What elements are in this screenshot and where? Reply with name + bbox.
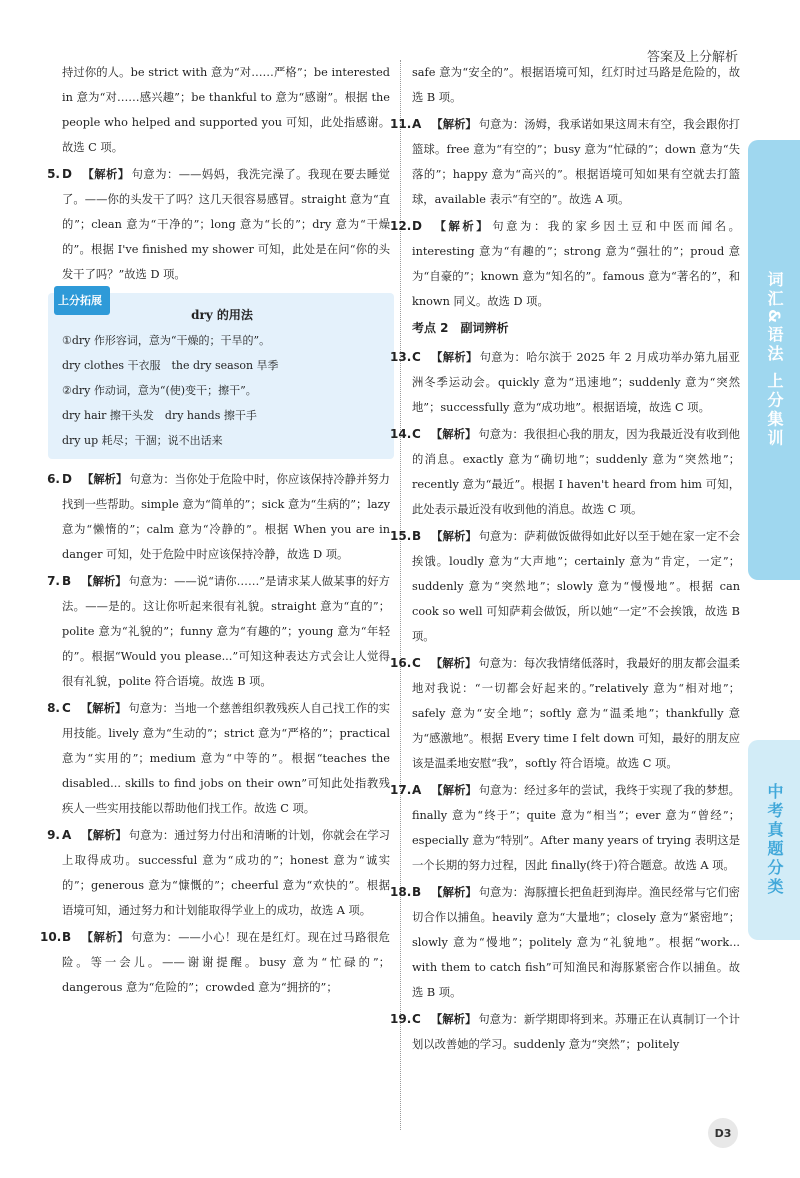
- question-13: [390, 345, 740, 420]
- analysis-tag: 【解析】: [81, 828, 127, 842]
- question-12: [390, 214, 740, 314]
- question-text: 句意为：哈尔滨于 2025 年 2 月成功举办第九届亚洲冬季运动会。quickly 意为“迅速地”；suddenly 意为“突然地”；successfully 意为“成功地”。根据语境，故选 C 项。: [412, 351, 740, 414]
- question-text: 句意为：——小心！现在是红灯。现在过马路很危险。等一会儿。——谢谢提醒。busy 意为“忙碌的”；dangerous 意为“危险的”；crowded 意为“拥挤的”；: [62, 931, 390, 994]
- question-text: 句意为：我很担心我的朋友，因为我最近没有收到他的消息。exactly 意为“确切地”；suddenly 意为“突然地”；recently 意为“最近”。根据 I haven't heard from him 可知，此处表示最近没有收到他的消息。故选 C 项。: [412, 428, 740, 516]
- analysis-tag: 【解析】: [80, 701, 127, 715]
- question-number: 13.: [390, 350, 412, 364]
- question-11: [390, 112, 740, 212]
- question-number: 5.: [47, 167, 60, 181]
- analysis-tag: 【解析】: [431, 219, 491, 233]
- side-tab-exam-questions[interactable]: [748, 740, 800, 940]
- question-9: [47, 823, 390, 923]
- question-18: [390, 880, 740, 1005]
- page-number: D3: [708, 1118, 738, 1148]
- question-7: [47, 569, 390, 694]
- question-15: [390, 524, 740, 649]
- question-number: 10.: [40, 930, 62, 944]
- analysis-tag: 【解析】: [430, 427, 477, 441]
- analysis-tag: 【解析】: [431, 885, 477, 899]
- extension-line: dry clothes 干衣服 the dry season 旱季: [62, 359, 279, 372]
- extension-line: ②dry 作动词，意为“(使)变干；擦干”。: [62, 384, 257, 397]
- answer-letter: A: [62, 828, 72, 842]
- question-16: [390, 651, 740, 776]
- question-number: 9.: [47, 828, 60, 842]
- page-header-title: 答案及上分解析: [646, 50, 738, 65]
- answer-letter: D: [62, 472, 72, 486]
- side-tab-label: 中考真题分类: [765, 783, 784, 897]
- question-19: [390, 1007, 740, 1057]
- question-number: 15.: [390, 529, 412, 543]
- section-heading: 考点 2 副词辨析: [412, 321, 509, 335]
- question-number: 14.: [390, 427, 412, 441]
- answer-letter: B: [412, 529, 422, 543]
- answer-letter: A: [412, 783, 422, 797]
- question-number: 17.: [390, 783, 412, 797]
- answer-letter: D: [62, 167, 72, 181]
- answer-letter: B: [412, 885, 422, 899]
- answer-letter: C: [412, 427, 421, 441]
- answer-letter: C: [412, 1012, 421, 1026]
- analysis-tag: 【解析】: [430, 656, 477, 670]
- analysis-tag: 【解析】: [431, 783, 477, 797]
- question-4-tail: [62, 60, 390, 160]
- question-text: 句意为：萨莉做饭做得如此好以至于她在家一定不会挨饿。loudly 意为“大声地”；certainly 意为“肯定，一定”；suddenly 意为“突然地”；slowly 意为“慢慢地”。根据 can cook so well 可知萨莉会做饭，所以她“一定”不会挨饿，故选 B 项。: [412, 530, 740, 643]
- answer-letter: A: [412, 117, 422, 131]
- question-number: 7.: [47, 574, 60, 588]
- question-6: [47, 467, 390, 567]
- question-number: 11.: [390, 117, 412, 131]
- extension-title: dry 的用法: [191, 308, 253, 322]
- analysis-tag: 【解析】: [81, 472, 128, 486]
- answer-letter: C: [412, 656, 421, 670]
- question-text: 句意为：通过努力付出和清晰的计划，你就会在学习上取得成功。successful 意为“成功的”；honest 意为“诚实的”；generous 意为“慷慨的”；cheerful 意为“欢快的”。根据语境可知，通过努力和计划能取得学业上的成功，故选 A 项。: [62, 829, 390, 917]
- answer-letter: D: [412, 219, 422, 233]
- analysis-tag: 【解析】: [431, 117, 477, 131]
- answer-letter: C: [62, 701, 71, 715]
- question-text: 句意为：——妈妈，我洗完澡了。我现在要去睡觉了。——你的头发干了吗？这几天很容易感冒。straight 意为“直的”；clean 意为“干净的”；long 意为“长的”；dry 意为“干燥的”。根据 I've finished my shower 可知，此处是在问“你的头发干了吗？”故选 D 项。: [62, 168, 390, 281]
- question-number: 19.: [390, 1012, 412, 1026]
- question-text: 句意为：汤姆，我承诺如果这周末有空，我会跟你打篮球。free 意为“有空的”；busy 意为“忙碌的”；down 意为“失落的”；happy 意为“高兴的”。根据语境可知如果有空就去打篮球，available 表示“有空的”。故选 A 项。: [412, 118, 740, 206]
- question-text: 句意为：当地一个慈善组织教残疾人自己找工作的实用技能。lively 意为“生动的”；strict 意为“严格的”；practical 意为“实用的”；medium 意为“中等的”。根据“teaches the disabled... skills to find jobs on their own”可知此处指教残疾人一些实用技能以帮助他们找工作。故选 C 项。: [62, 702, 390, 815]
- question-text: 句意为：海豚擅长把鱼赶到海岸。渔民经常与它们密切合作以捕鱼。heavily 意为“大量地”；closely 意为“紧密地”；slowly 意为“慢地”；politely 意为“礼貌地”。根据“work... with them to catch fish”可知渔民和海豚紧密合作以捕鱼。故选 B 项。: [412, 886, 740, 999]
- question-number: 8.: [47, 701, 60, 715]
- side-tab-vocab-grammar[interactable]: [748, 140, 800, 580]
- question-text: 句意为：——说“请你……”是请求某人做某事的好方法。——是的。这让你听起来很有礼貌。straight 意为“直的”；polite 意为“礼貌的”；funny 意为“有趣的”；young 意为“年轻的”。根据“Would you please...”可知这种表达方式会让人觉得很有礼貌，polite 符合语境。故选 B 项。: [62, 575, 390, 688]
- extension-box: [48, 293, 394, 459]
- question-number: 6.: [47, 472, 60, 486]
- question-number: 18.: [390, 885, 412, 899]
- question-text: 持过你的人。be strict with 意为“对……严格”；be interested in 意为“对……感兴趣”；be thankful to 意为“感谢”。根据 the people who helped and supported you 可知，此处指感谢。故选 C 项。: [62, 66, 390, 154]
- question-text: 句意为：我的家乡因土豆和中医而闻名。interesting 意为“有趣的”；strong 意为“强壮的”；proud 意为“自豪的”；known 意为“知名的”。famous 意为“著名的”，和 known 同义。故选 D 项。: [412, 220, 740, 308]
- analysis-tag: 【解析】: [430, 1012, 477, 1026]
- question-text: 句意为：每次我情绪低落时，我最好的朋友都会温柔地对我说：“一切都会好起来的。”relatively 意为“相对地”；safely 意为“安全地”；softly 意为“温柔地”；thankfully 意为“感激地”。根据 Every time I felt down 可知，最好的朋友应该是温柔地安慰“我”，softly 符合语境。故选 C 项。: [412, 657, 740, 770]
- analysis-tag: 【解析】: [431, 529, 477, 543]
- extension-line: dry up 耗尽；干涸；说不出话来: [62, 434, 223, 447]
- analysis-tag: 【解析】: [430, 350, 478, 364]
- answer-letter: B: [62, 574, 72, 588]
- side-tab-label: 词汇&语法 上分集训: [765, 271, 784, 449]
- question-17: [390, 778, 740, 878]
- question-10: [40, 925, 390, 1000]
- answer-letter: C: [412, 350, 421, 364]
- extension-badge: 上分拓展: [54, 286, 110, 315]
- question-14: [390, 422, 740, 522]
- right-column: [390, 60, 740, 1059]
- question-text: safe 意为“安全的”。根据语境可知，红灯时过马路是危险的，故选 B 项。: [412, 66, 740, 104]
- analysis-tag: 【解析】: [81, 574, 127, 588]
- extension-line: ①dry 作形容词，意为“干燥的；干旱的”。: [62, 334, 271, 347]
- answer-letter: B: [62, 930, 72, 944]
- question-8: [47, 696, 390, 821]
- question-5: [47, 162, 390, 287]
- extension-line: dry hair 擦干头发 dry hands 擦干手: [62, 409, 257, 422]
- question-10-tail: [412, 60, 740, 110]
- analysis-tag: 【解析】: [81, 167, 130, 181]
- question-text: 句意为：新学期即将到来。苏珊正在认真制订一个计划以改善她的学习。suddenly 意为“突然”；politely: [412, 1013, 740, 1051]
- left-column: [40, 60, 390, 1002]
- question-text: 句意为：经过多年的尝试，我终于实现了我的梦想。finally 意为“终于”；quite 意为“相当”；ever 意为“曾经”；especially 意为“特别”。After many years of trying 表明这是一个长期的努力过程，因此 finally(终于)符合题意。故选 A 项。: [412, 784, 740, 872]
- question-text: 句意为：当你处于危险中时，你应该保持冷静并努力找到一些帮助。simple 意为“简单的”；sick 意为“生病的”；lazy 意为“懒惰的”；calm 意为“冷静的”。根据 When you are in danger 可知，处于危险中时应该保持冷静，故选 D 项。: [62, 473, 390, 561]
- analysis-tag: 【解析】: [81, 930, 129, 944]
- question-number: 16.: [390, 656, 412, 670]
- question-number: 12.: [390, 219, 412, 233]
